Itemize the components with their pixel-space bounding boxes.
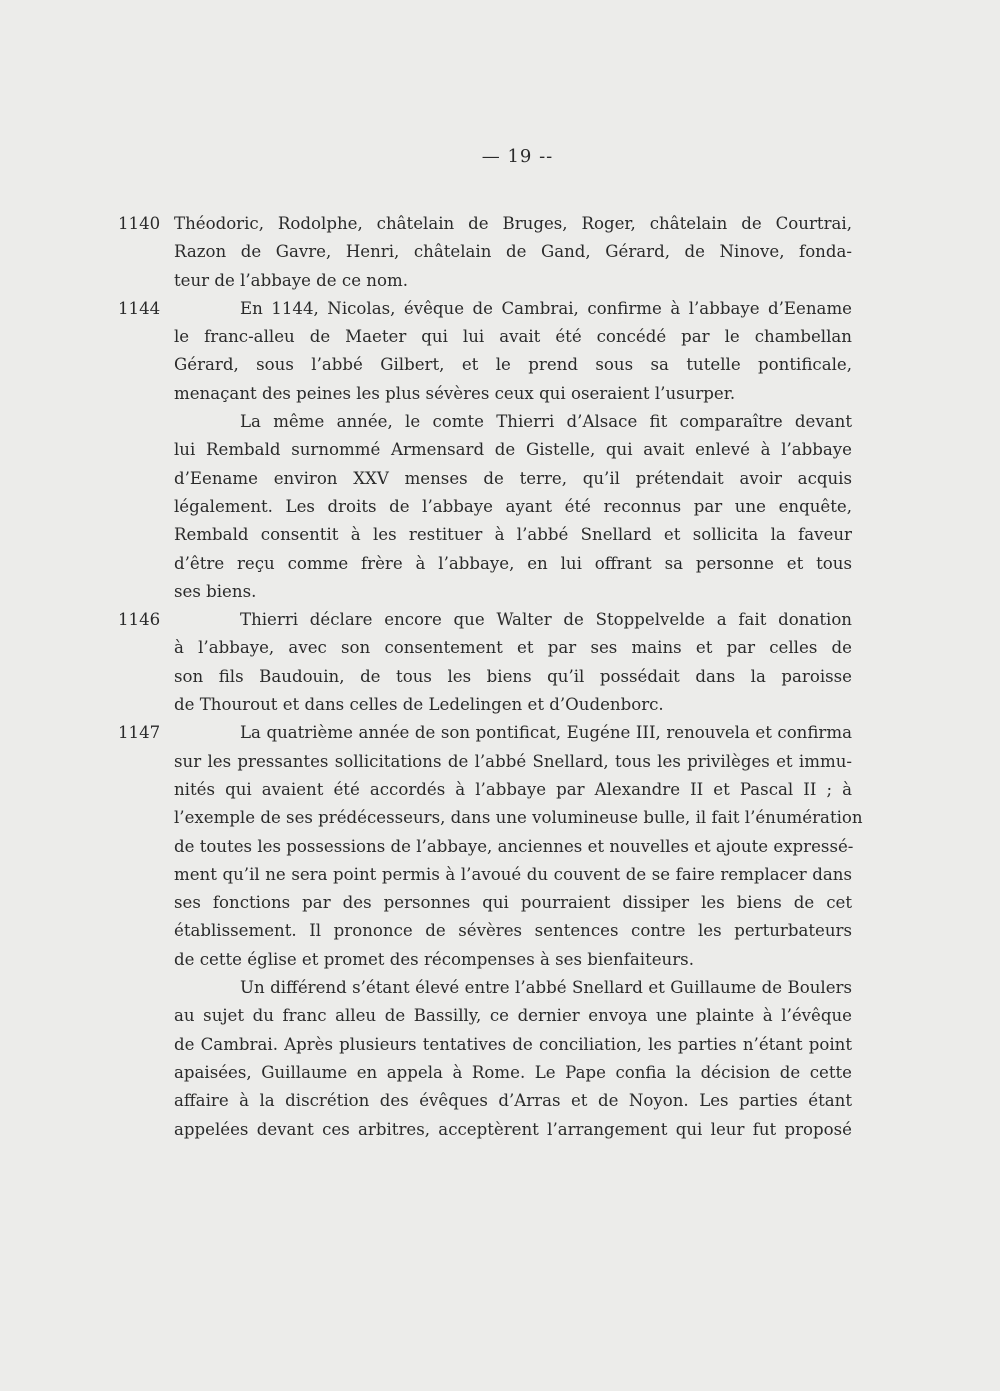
text-line: de toutes les possessions de l’abbaye, anciennes et nouvelles et ajoute expressé- — [174, 836, 854, 856]
text-line: d’être reçu comme frère à l’abbaye, en lui offrant sa personne et tous — [174, 553, 852, 573]
text-line: le franc-alleu de Maeter qui lui avait été concédé par le chambellan — [174, 327, 852, 347]
text-line: ses biens. — [174, 581, 257, 601]
text-line: à l’abbaye, avec son consentement et par ses mains et par celles de — [174, 638, 852, 658]
text-line: Rembald consentit à les restituer à l’abbé Snellard et sollicita la faveur — [174, 525, 852, 545]
text-line: de Thourout et dans celles de Ledelingen et d’Oudenborc. — [174, 695, 664, 715]
text-line: l’exemple de ses prédécesseurs, dans une volumineuse bulle, il fait l’énumération — [174, 808, 863, 828]
text-line: établissement. Il prononce de sévères sentences contre les perturbateurs — [174, 921, 852, 941]
year-margin-label: 1146 — [118, 610, 161, 630]
paragraph-thierri-alsace — [174, 408, 852, 606]
body-text — [118, 210, 863, 1144]
text-line: affaire à la discrétion des évêques d’Arras et de Noyon. Les parties étant — [174, 1091, 852, 1111]
text-line: La même année, le comte Thierri d’Alsace fit comparaître devant — [240, 412, 852, 432]
text-line: La quatrième année de son pontificat, Eugéne III, renouvela et confirma — [240, 723, 852, 743]
page-number: — 19 -- — [481, 146, 554, 167]
text-line: Razon de Gavre, Henri, châtelain de Gand, Gérard, de Ninove, fonda- — [174, 242, 852, 262]
text-line: sur les pressantes sollicitations de l’abbé Snellard, tous les privilèges et immu- — [174, 751, 852, 771]
year-margin-label: 1140 — [118, 214, 161, 233]
text-line: teur de l’abbaye de ce nom. — [174, 270, 408, 290]
year-margin-label: 1147 — [118, 723, 161, 743]
year-margin-label: 1144 — [118, 298, 161, 318]
text-line: ment qu’il ne sera point permis à l’avoué du couvent de se faire remplacer dans — [174, 864, 852, 884]
entry-1147 — [118, 719, 863, 974]
text-line: d’Eename environ XXV menses de terre, qu’il prétendait avoir acquis — [174, 468, 852, 488]
entry-1146 — [118, 606, 852, 719]
entry-1144 — [118, 295, 852, 408]
entry-1140 — [118, 210, 852, 295]
text-line: apaisées, Guillaume en appela à Rome. Le Pape confia la décision de cette — [174, 1062, 852, 1082]
text-line: ses fonctions par des personnes qui pourraient dissiper les biens de cet — [174, 893, 852, 913]
text-line: au sujet du franc alleu de Bassilly, ce dernier envoya une plainte à l’évêque — [174, 1006, 852, 1026]
text-line: Théodoric, Rodolphe, châtelain de Bruges, Roger, châtelain de Courtrai, — [174, 214, 852, 233]
text-line: son fils Baudouin, de tous les biens qu’il possédait dans la paroisse — [174, 666, 852, 686]
text-line: lui Rembald surnommé Armensard de Gistelle, qui avait enlevé à l’abbaye — [174, 440, 852, 460]
text-line: Thierri déclare encore que Walter de Stoppelvelde a fait donation — [240, 610, 852, 630]
text-line: de Cambrai. Après plusieurs tentatives de conciliation, les parties n’étant point — [174, 1034, 852, 1054]
text-line: Un différend s’étant élevé entre l’abbé Snellard et Guillaume de Boulers — [240, 978, 852, 998]
text-line: de cette église et promet des récompenses à ses bienfaiteurs. — [174, 949, 694, 969]
text-line: Gérard, sous l’abbé Gilbert, et le prend sous sa tutelle pontificale, — [174, 355, 852, 375]
paragraph-boulers-dispute — [174, 974, 852, 1144]
text-line: En 1144, Nicolas, évêque de Cambrai, confirme à l’abbaye d’Eename — [240, 298, 852, 318]
text-line: menaçant des peines les plus sévères ceux qui oseraient l’usurper. — [174, 383, 736, 403]
text-line: nités qui avaient été accordés à l’abbaye par Alexandre II et Pascal II ; à — [174, 779, 852, 799]
text-line: appelées devant ces arbitres, acceptèrent l’arrangement qui leur fut proposé — [174, 1119, 852, 1139]
text-line: légalement. Les droits de l’abbaye ayant été reconnus par une enquête, — [174, 496, 852, 516]
